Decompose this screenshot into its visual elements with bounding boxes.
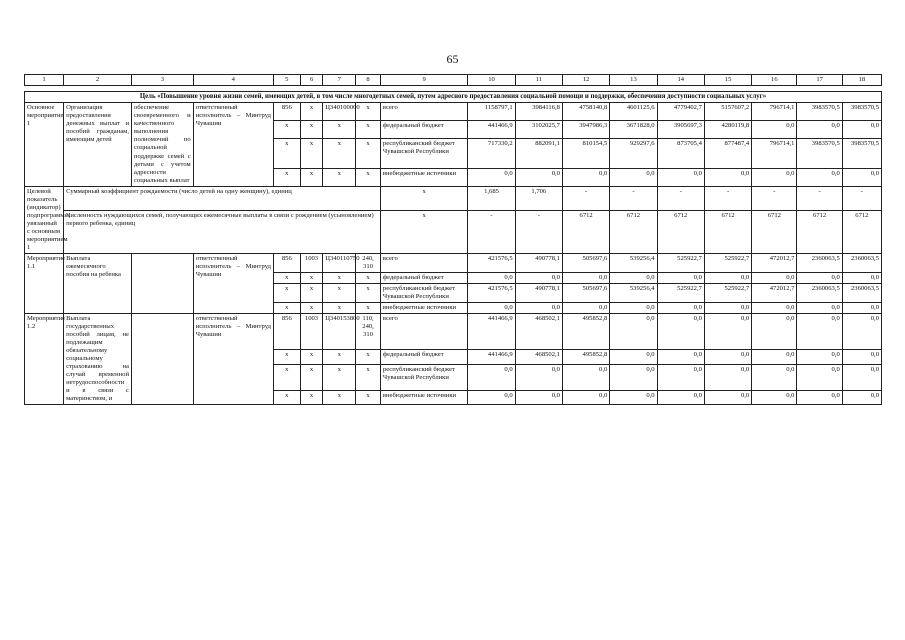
- table-cell: x: [273, 138, 300, 168]
- table-cell: 490778,1: [515, 253, 562, 272]
- table-cell: Основное мероприятие 1: [25, 103, 64, 186]
- table-cell: 1,706: [515, 186, 562, 211]
- table-cell: 3905697,3: [657, 120, 704, 138]
- table-cell: 12: [562, 75, 609, 86]
- table-cell: 882091,1: [515, 138, 562, 168]
- table-cell: x: [356, 272, 381, 283]
- table-cell: 0,0: [610, 350, 657, 365]
- table-cell: ответственный исполнитель – Минтруд Чувашии: [193, 253, 273, 313]
- table-cell: 0,0: [704, 365, 751, 391]
- table-cell: внебюджетные источники: [380, 168, 467, 186]
- table-cell: x: [323, 303, 356, 314]
- table-cell: x: [323, 365, 356, 391]
- table-cell: 0,0: [610, 365, 657, 391]
- table-cell: 240, 310: [356, 253, 381, 272]
- table-cell: x: [356, 365, 381, 391]
- table-cell: 0,0: [515, 303, 562, 314]
- table-cell: 6712: [842, 211, 881, 254]
- table-cell: x: [356, 303, 381, 314]
- table-cell: x: [300, 103, 323, 121]
- table-cell: 525922,7: [704, 283, 751, 302]
- goal-row: [25, 92, 882, 103]
- table-cell: 877487,4: [704, 138, 751, 168]
- table-cell: 0,0: [704, 168, 751, 186]
- table-cell: 0,0: [797, 303, 842, 314]
- table-cell: 2360063,5: [842, 253, 881, 272]
- table-cell: 0,0: [657, 350, 704, 365]
- indicator-row: [25, 211, 882, 254]
- table-cell: x: [300, 365, 323, 391]
- table-cell: 5: [273, 75, 300, 86]
- table-cell: x: [356, 283, 381, 302]
- table-cell: 0,0: [842, 390, 881, 405]
- table-cell: 3: [131, 75, 193, 86]
- table-cell: 0,0: [468, 390, 515, 405]
- table-cell: 0,0: [704, 314, 751, 350]
- table-cell: Выплата государственных пособий лицам, не подлежащим обязательному социальному страхованию на случай временной нетрудоспособности и в связи с материнством, и: [64, 314, 132, 405]
- table-cell: x: [273, 365, 300, 391]
- table-cell: x: [323, 120, 356, 138]
- table-cell: 9: [380, 75, 467, 86]
- table-cell: 1: [25, 75, 64, 86]
- table-cell: 0,0: [657, 303, 704, 314]
- table-cell: 11: [515, 75, 562, 86]
- table-cell: 0,0: [842, 168, 881, 186]
- table-cell: Мероприятие 1.1: [25, 253, 64, 313]
- table-cell: 0,0: [797, 314, 842, 350]
- table-cell: внебюджетные источники: [380, 303, 467, 314]
- table-body: [25, 75, 882, 405]
- table-cell: 0,0: [657, 314, 704, 350]
- table-cell: республиканский бюджет Чувашской Республики: [380, 138, 467, 168]
- table-cell: 0,0: [468, 303, 515, 314]
- table-cell: 0,0: [752, 303, 797, 314]
- table-cell: 441466,9: [468, 120, 515, 138]
- table-cell: x: [273, 350, 300, 365]
- table-cell: -: [704, 186, 751, 211]
- table-cell: 472012,7: [752, 253, 797, 272]
- table-cell: [131, 314, 193, 405]
- table-cell: 0,0: [797, 350, 842, 365]
- table-cell: 0,0: [704, 390, 751, 405]
- table-cell: x: [323, 168, 356, 186]
- table-cell: 0,0: [657, 390, 704, 405]
- table-cell: x: [380, 211, 467, 254]
- table-cell: 0,0: [468, 168, 515, 186]
- table-cell: x: [273, 168, 300, 186]
- table-cell: 1158797,1: [468, 103, 515, 121]
- table-cell: 0,0: [752, 272, 797, 283]
- table-cell: Ц340100000: [323, 103, 356, 121]
- table-cell: 0,0: [752, 168, 797, 186]
- table-cell: 0,0: [752, 350, 797, 365]
- table-cell: -: [562, 186, 609, 211]
- table-cell: ответственный исполнитель – Минтруд Чувашии: [193, 314, 273, 405]
- table-cell: 0,0: [610, 272, 657, 283]
- table-cell: x: [273, 272, 300, 283]
- table-cell: 856: [273, 103, 300, 121]
- table-cell: 4601125,6: [610, 103, 657, 121]
- table-cell: x: [300, 303, 323, 314]
- table-cell: федеральный бюджет: [380, 350, 467, 365]
- table-cell: x: [300, 120, 323, 138]
- table-cell: 525922,7: [657, 283, 704, 302]
- m1-row: [25, 103, 882, 121]
- table-cell: 0,0: [468, 272, 515, 283]
- table-cell: 3671828,0: [610, 120, 657, 138]
- table-cell: 0,0: [842, 303, 881, 314]
- table-cell: 6712: [752, 211, 797, 254]
- table-cell: -: [610, 186, 657, 211]
- table-cell: 0,0: [704, 303, 751, 314]
- table-cell: 2360063,5: [797, 283, 842, 302]
- table-cell: Выплата ежемесячного пособия на ребенка: [64, 253, 132, 313]
- table-cell: 4758140,8: [562, 103, 609, 121]
- table-cell: 0,0: [752, 365, 797, 391]
- table-cell: 15: [704, 75, 751, 86]
- table-cell: 17: [797, 75, 842, 86]
- table-cell: x: [356, 120, 381, 138]
- table-cell: 2360063,5: [797, 253, 842, 272]
- table-cell: x: [356, 390, 381, 405]
- table-cell: всего: [380, 314, 467, 350]
- table-cell: x: [300, 283, 323, 302]
- table-cell: 495852,8: [562, 350, 609, 365]
- table-cell: -: [752, 186, 797, 211]
- table-cell: x: [356, 103, 381, 121]
- table-cell: 0,0: [842, 350, 881, 365]
- table-cell: 14: [657, 75, 704, 86]
- column-number-row: [25, 75, 882, 86]
- table-cell: 856: [273, 253, 300, 272]
- table-cell: 2: [64, 75, 132, 86]
- table-cell: 0,0: [842, 120, 881, 138]
- indicator-row: [25, 186, 882, 211]
- table-cell: x: [300, 168, 323, 186]
- table-cell: 3983570,5: [797, 138, 842, 168]
- table-cell: 6712: [562, 211, 609, 254]
- table-cell: 0,0: [610, 168, 657, 186]
- table-cell: 110, 240, 310: [356, 314, 381, 350]
- table-cell: 490778,1: [515, 283, 562, 302]
- table-cell: 810154,5: [562, 138, 609, 168]
- table-cell: -: [515, 211, 562, 254]
- table-cell: 0,0: [842, 314, 881, 350]
- table-cell: республиканский бюджет Чувашской Республики: [380, 283, 467, 302]
- table-cell: Численность нуждающихся семей, получающих ежемесячные выплаты в связи с рождением (усыновлением) первого ребенка, единиц: [64, 211, 381, 254]
- table-cell: 0,0: [752, 120, 797, 138]
- table-cell: 472012,7: [752, 283, 797, 302]
- table-cell: 0,0: [515, 390, 562, 405]
- table-cell: 3983570,5: [842, 138, 881, 168]
- table-cell: 10: [468, 75, 515, 86]
- table-cell: 16: [752, 75, 797, 86]
- table-cell: 0,0: [562, 365, 609, 391]
- table-cell: x: [273, 303, 300, 314]
- table-cell: 0,0: [610, 390, 657, 405]
- table-cell: 539256,4: [610, 283, 657, 302]
- table-cell: 0,0: [797, 365, 842, 391]
- table-cell: республиканский бюджет Чувашской Республики: [380, 365, 467, 391]
- program-table: [24, 74, 882, 405]
- table-cell: 7: [323, 75, 356, 86]
- table-cell: 0,0: [704, 272, 751, 283]
- table-cell: Мероприятие 1.2: [25, 314, 64, 405]
- table-cell: 0,0: [515, 272, 562, 283]
- table-cell: 796714,1: [752, 138, 797, 168]
- table-cell: 856: [273, 314, 300, 350]
- table-cell: 0,0: [797, 390, 842, 405]
- table-cell: 0,0: [468, 365, 515, 391]
- table-cell: 3947986,3: [562, 120, 609, 138]
- table-cell: 525922,7: [704, 253, 751, 272]
- table-cell: [131, 253, 193, 313]
- table-cell: 0,0: [704, 350, 751, 365]
- table-cell: x: [323, 350, 356, 365]
- table-cell: 0,0: [562, 272, 609, 283]
- table-cell: 13: [610, 75, 657, 86]
- table-cell: 0,0: [562, 168, 609, 186]
- table-cell: 505697,6: [562, 283, 609, 302]
- table-cell: x: [380, 186, 467, 211]
- table-cell: 6712: [657, 211, 704, 254]
- table-cell: -: [797, 186, 842, 211]
- table-cell: 1,685: [468, 186, 515, 211]
- table-cell: 929297,6: [610, 138, 657, 168]
- table-cell: 717330,2: [468, 138, 515, 168]
- table-cell: 468502,1: [515, 350, 562, 365]
- table-cell: 5157607,2: [704, 103, 751, 121]
- table-cell: 0,0: [515, 365, 562, 391]
- table-cell: 18: [842, 75, 881, 86]
- table-cell: обеспечение своевременного и качественного выполнения полномочий по социальной поддержке семей с детьми с учетом адресности социальных выплат: [131, 103, 193, 186]
- table-cell: 0,0: [842, 365, 881, 391]
- table-cell: 3983570,5: [842, 103, 881, 121]
- table-cell: x: [323, 272, 356, 283]
- table-cell: 0,0: [842, 272, 881, 283]
- table-cell: 6712: [610, 211, 657, 254]
- m12-row: [25, 314, 882, 350]
- table-cell: Организация предоставления денежных выплат и пособий гражданам, имеющим детей: [64, 103, 132, 186]
- table-cell: -: [657, 186, 704, 211]
- table-cell: 0,0: [562, 390, 609, 405]
- table-cell: 873705,4: [657, 138, 704, 168]
- table-cell: 3984116,8: [515, 103, 562, 121]
- table-cell: 0,0: [657, 365, 704, 391]
- table-cell: x: [323, 138, 356, 168]
- table-cell: 441466,9: [468, 350, 515, 365]
- table-cell: x: [273, 283, 300, 302]
- table-cell: 421576,5: [468, 283, 515, 302]
- table-cell: ответственный исполнитель – Минтруд Чувашии: [193, 103, 273, 186]
- table-cell: 1003: [300, 253, 323, 272]
- table-cell: 0,0: [610, 303, 657, 314]
- table-cell: 6712: [797, 211, 842, 254]
- table-cell: x: [300, 390, 323, 405]
- table-cell: 525922,7: [657, 253, 704, 272]
- table-cell: 3983570,5: [797, 103, 842, 121]
- table-cell: -: [842, 186, 881, 211]
- table-cell: 0,0: [797, 272, 842, 283]
- table-cell: 0,0: [515, 168, 562, 186]
- table-cell: x: [300, 272, 323, 283]
- table-cell: всего: [380, 103, 467, 121]
- table-cell: 0,0: [562, 303, 609, 314]
- table-cell: 441466,9: [468, 314, 515, 350]
- table-cell: 2360063,5: [842, 283, 881, 302]
- table-cell: Суммарный коэффициент рождаемости (число детей на одну женщину), единиц: [64, 186, 381, 211]
- table-cell: 4280119,8: [704, 120, 751, 138]
- page-number: 65: [446, 52, 459, 66]
- table-cell: 0,0: [610, 314, 657, 350]
- table-cell: x: [323, 283, 356, 302]
- table-cell: 4779402,7: [657, 103, 704, 121]
- table-cell: 796714,1: [752, 103, 797, 121]
- table-cell: федеральный бюджет: [380, 272, 467, 283]
- table-cell: x: [300, 138, 323, 168]
- table-cell: x: [356, 138, 381, 168]
- table-cell: 421576,5: [468, 253, 515, 272]
- table-cell: Ц340110750: [323, 253, 356, 272]
- table-cell: 0,0: [797, 168, 842, 186]
- table-cell: 539256,4: [610, 253, 657, 272]
- table-cell: 0,0: [752, 314, 797, 350]
- table-cell: x: [300, 350, 323, 365]
- m11-row: [25, 253, 882, 272]
- table-cell: 505697,6: [562, 253, 609, 272]
- table-cell: 4: [193, 75, 273, 86]
- table-cell: x: [356, 350, 381, 365]
- table-cell: всего: [380, 253, 467, 272]
- table-cell: x: [273, 120, 300, 138]
- table-cell: 0,0: [657, 272, 704, 283]
- table-cell: 1003: [300, 314, 323, 350]
- table-cell: x: [323, 390, 356, 405]
- table-cell: 6: [300, 75, 323, 86]
- table-cell: 8: [356, 75, 381, 86]
- table-cell: 468502,1: [515, 314, 562, 350]
- table-cell: x: [273, 390, 300, 405]
- table-cell: x: [356, 168, 381, 186]
- table-cell: -: [468, 211, 515, 254]
- table-cell: 0,0: [797, 120, 842, 138]
- table-cell: 0,0: [752, 390, 797, 405]
- table-cell: 6712: [704, 211, 751, 254]
- table-cell: 3102025,7: [515, 120, 562, 138]
- table-cell: 495852,8: [562, 314, 609, 350]
- table-cell: внебюджетные источники: [380, 390, 467, 405]
- table-cell: федеральный бюджет: [380, 120, 467, 138]
- table-cell: Ц340153800: [323, 314, 356, 350]
- goal-title: Цель «Повышение уровня жизни семей, имеющих детей, в том числе многодетных семей, путем адресного предоставления социальной помощи и поддержки, обеспечения доступности социальных услуг»: [25, 92, 882, 103]
- table-cell: Целевой показатель (индикатор) подпрограммы, увязанный с основным мероприятием 1: [25, 186, 64, 253]
- table-cell: 0,0: [657, 168, 704, 186]
